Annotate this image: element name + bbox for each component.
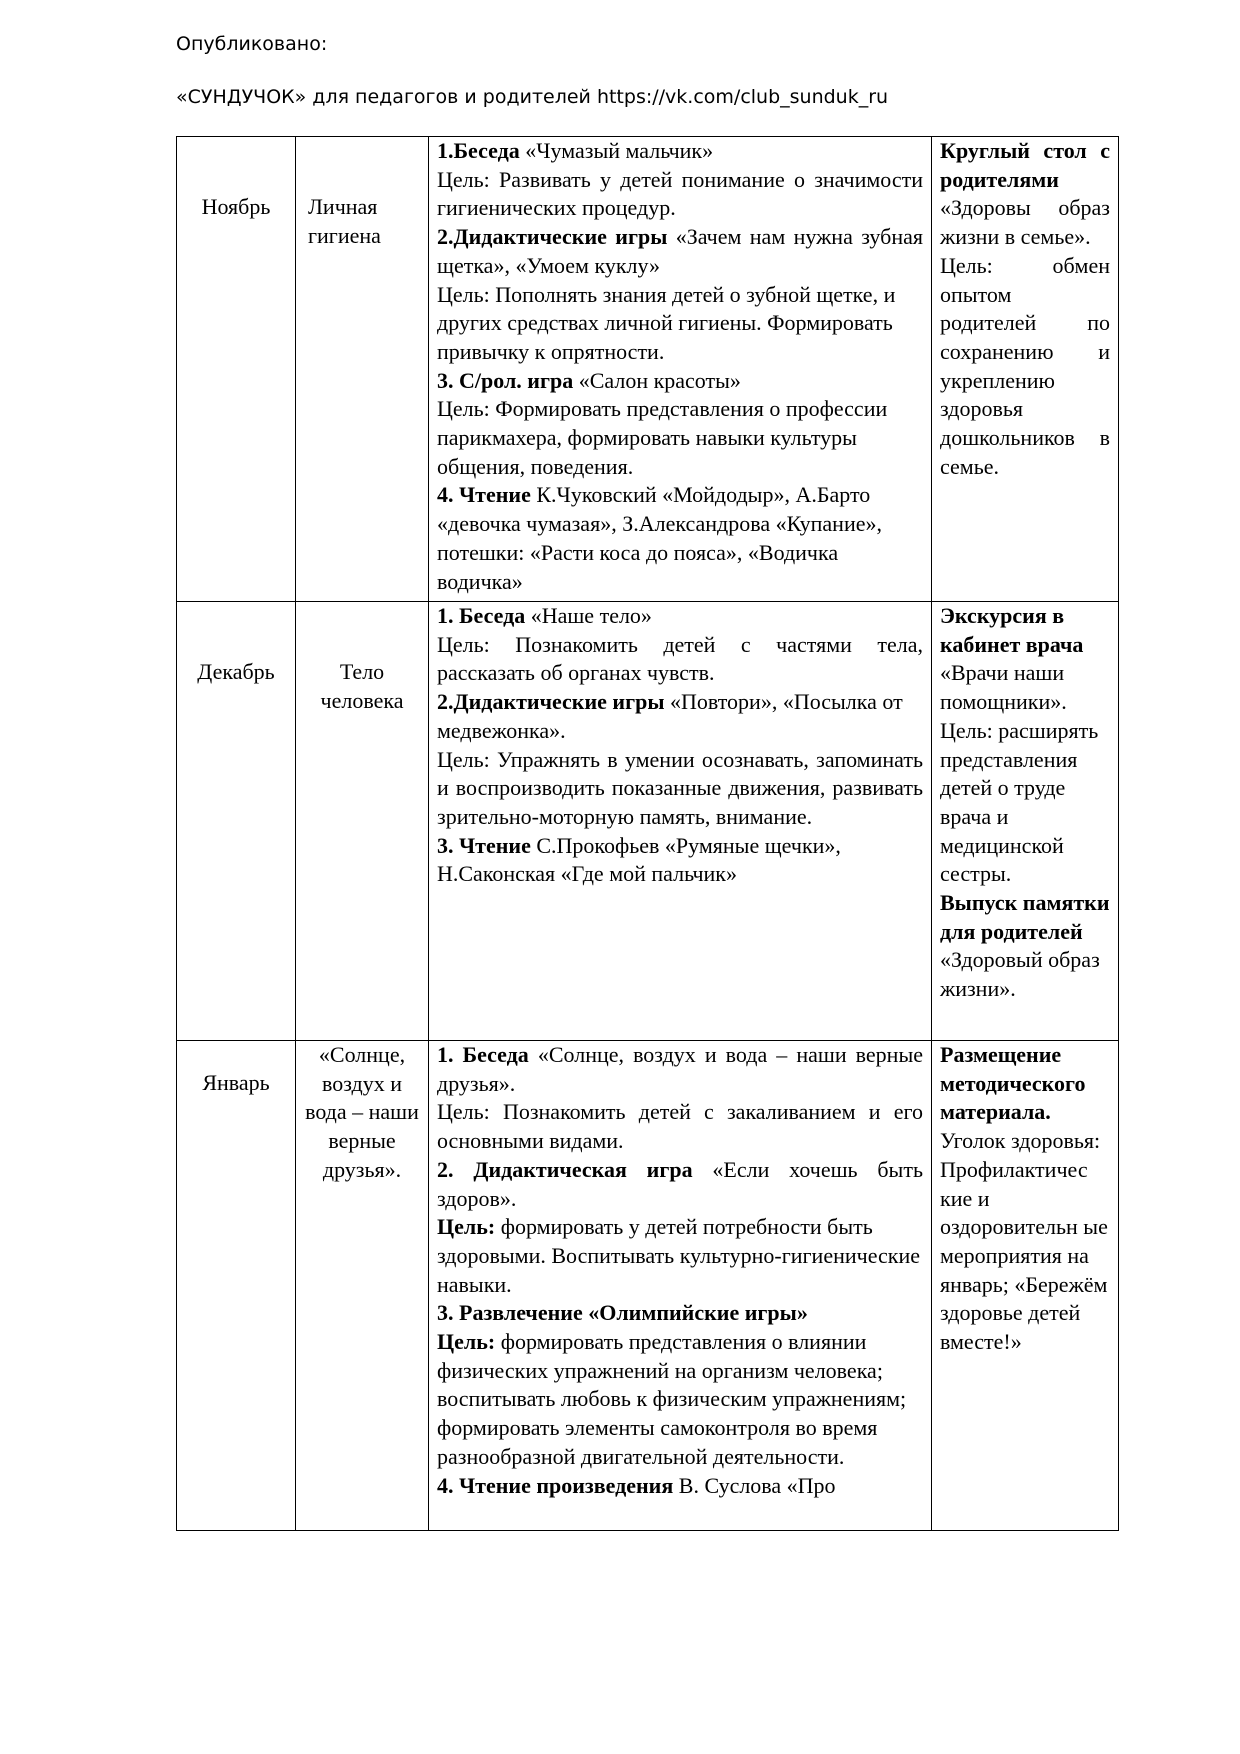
parents-cell xyxy=(932,137,1119,602)
activity-goal: Цель: формировать представления о влиянии физических упражнений на организм человека; воспитывать любовь к физическим упражнениям; формировать элементы самоконтроля во время разнообразной двигательной деятельности. xyxy=(437,1329,907,1469)
parents-event-text: Уголок здоровья: Профилактичес кие и оздоровительн ые мероприятия на январь; «Бережём здоровье детей вместе!» xyxy=(940,1128,1108,1355)
activity-item: 3. Развлечение «Олимпийские игры» xyxy=(437,1300,808,1326)
plan-table xyxy=(176,136,1119,1531)
activity-item: 3. С/рол. игра «Салон красоты» xyxy=(437,367,741,393)
activity-item: 2.Дидактические игры «Повтори», «Посылка от медвежонка». xyxy=(437,689,903,743)
month-cell: Декабрь xyxy=(177,602,296,1041)
parents-event-text: «Здоровый образ жизни». xyxy=(940,947,1100,1002)
activities-cell xyxy=(429,602,932,1041)
published-label: Опубликовано: xyxy=(176,33,328,55)
activities-cell xyxy=(429,137,932,602)
parents-event-title: Круглый стол с родителями xyxy=(940,138,1110,192)
activity-item: 4. Чтение произведения В. Суслова «Про xyxy=(437,1472,836,1498)
activity-item: 1. Беседа «Наше тело» xyxy=(437,603,652,628)
parents-cell xyxy=(932,1041,1119,1531)
activity-goal: Цель: Формировать представления о профессии парикмахера, формировать навыки культуры общения, поведения. xyxy=(437,396,888,479)
table-row xyxy=(177,1041,1119,1531)
activity-goal: Цель: Познакомить детей с частями тела, рассказать об органах чувств. xyxy=(437,631,923,686)
activity-item: 4. Чтение К.Чуковский «Мойдодыр», А.Барто «девочка чумазая», З.Александрова «Купание», потешки: «Расти коса до пояса», «Водичка водичка» xyxy=(437,482,882,594)
activity-goal: Цель: Познакомить детей с закаливанием и его основными видами. xyxy=(437,1099,923,1154)
topic-cell: Личная гигиена xyxy=(296,137,429,602)
parents-event-text: Цель: обмен опытом родителей по сохранению и укреплению здоровья дошкольников в семье. xyxy=(940,252,1110,479)
activity-item: 1. Беседа «Солнце, воздух и вода – наши верные друзья». xyxy=(437,1042,924,1096)
activity-goal: Цель: Развивать у детей понимание о значимости гигиенических процедур. xyxy=(437,166,923,221)
table-row xyxy=(177,602,1119,1041)
activities-cell xyxy=(429,1041,932,1531)
activity-item: 1.Беседа «Чумазый мальчик» xyxy=(437,138,714,163)
parents-event-text: «Врачи наши помощники». Цель: расширять представления детей о труде врача и медицинской сестры. xyxy=(940,660,1099,887)
parents-event-text: «Здоровы образ жизни в семье». xyxy=(940,195,1110,250)
parents-cell xyxy=(932,602,1119,1041)
activity-goal: Цель: Упражнять в умении осознавать, запоминать и воспроизводить показанные движения, развивать зрительно-моторную память, внимание. xyxy=(437,746,923,829)
topic-cell: Тело человека xyxy=(296,602,429,1041)
activity-goal: Цель: формировать у детей потребности быть здоровыми. Воспитывать культурно-гигиенические навыки. xyxy=(437,1214,921,1297)
activity-item: 3. Чтение С.Прокофьев «Румяные щечки», Н.Саконская «Где мой пальчик» xyxy=(437,832,841,887)
parents-event-title: Выпуск памятки для родителей xyxy=(940,890,1110,944)
month-cell: Январь xyxy=(177,1041,296,1531)
activity-goal: Цель: Пополнять знания детей о зубной щетке, и других средствах личной гигиены. Формировать привычку к опрятности. xyxy=(437,281,896,364)
activity-item: 2. Дидактическая игра «Если хочешь быть здоров». xyxy=(437,1156,923,1211)
topic-cell: «Солнце, воздух и вода – наши верные друзья». xyxy=(296,1041,429,1531)
parents-event-title: Размещение методического материала. xyxy=(940,1042,1086,1125)
source-line: «СУНДУЧОК» для педагогов и родителей https://vk.com/club_sunduk_ru xyxy=(176,86,889,108)
table-row xyxy=(177,137,1119,602)
month-cell: Ноябрь xyxy=(177,137,296,602)
parents-event-title: Экскурсия в кабинет врача xyxy=(940,603,1084,657)
activity-item: 2.Дидактические игры «Зачем нам нужна зубная щетка», «Умоем куклу» xyxy=(437,224,923,278)
